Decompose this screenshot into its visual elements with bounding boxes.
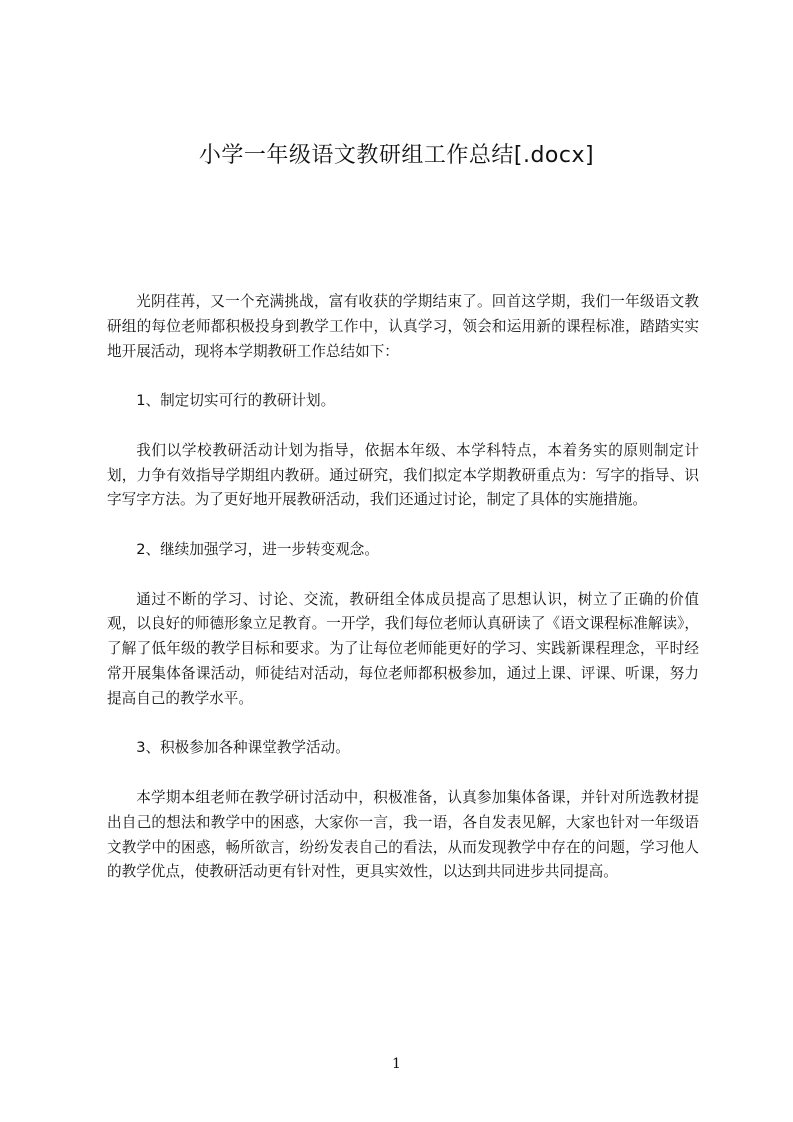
section-3-body: 本学期本组老师在教学研讨活动中，积极准备，认真参加集体备课，并针对所选教材提出自己的想法和教学中的困惑，大家你一言，我一语，各自发表见解，大家也针对一年级语文教学中的困惑，畅所欲言，纷纷发表自己的看法，从而发现教学中存在的问题，学习他人的教学优点，使教研活动更有针对性，更具实效性，以达到共同进步共同提高。 (107, 788, 699, 881)
section-2-body: 通过不断的学习、讨论、交流，教研组全体成员提高了思想认识，树立了正确的价值观，以良好的师德形象立足教育。一开学，我们每位老师认真研读了《语文课程标准解读》，了解了低年级的教学目标和要求。为了让每位老师能更好的学习、实践新课程理念，平时经常开展集体备课活动，师徒结对活动，每位老师都积极参加，通过上课、评课、听课，努力提高自己的教学水平。 (107, 590, 699, 707)
document-title: 小学一年级语文教研组工作总结[.docx] (198, 143, 595, 168)
intro-paragraph: 光阴荏苒，又一个充满挑战，富有收获的学期结束了。回首这学期，我们一年级语文教研组的每位老师都积极投身到教学工作中，认真学习，领会和运用新的课程标准，踏踏实实地开展活动，现将本学期教研工作总结如下： (107, 293, 699, 360)
section-1-body: 我们以学校教研活动计划为指导，依据本年级、本学科特点，本着务实的原则制定计划，力争有效指导学期组内教研。通过研究，我们拟定本学期教研重点为：写字的指导、识字写字方法。为了更好地开展教研活动，我们还通过讨论，制定了具体的实施措施。 (107, 441, 699, 509)
page-number: 1 (392, 1056, 401, 1072)
section-1-heading: 1、制定切实可行的教研计划。 (136, 392, 336, 410)
document-body (107, 290, 699, 885)
section-2-heading: 2、继续加强学习，进一步转变观念。 (136, 540, 379, 558)
section-3-heading: 3、积极参加各种课堂教学活动。 (136, 739, 350, 757)
